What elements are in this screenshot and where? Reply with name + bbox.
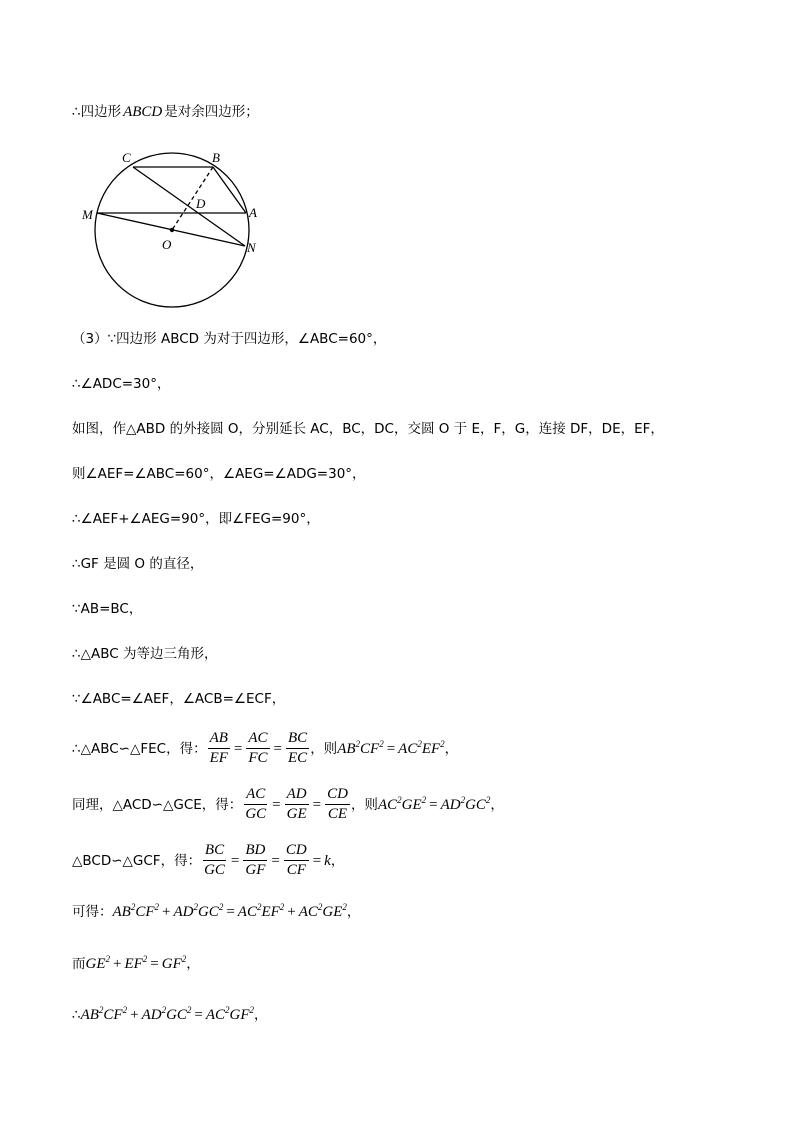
proof-line-9 <box>72 599 142 619</box>
label-d: D <box>196 196 206 211</box>
text-segment: 是对余四边形； <box>164 104 259 120</box>
fraction: $\frac{CD}{CF}$ <box>285 842 307 878</box>
text-segment: 同理，△ACD∽△GCE，得： <box>72 796 243 813</box>
proof-line-15: 可得： $AB^2CF^2 + AD^2GC^2 = AC^2EF^2 + AC^2GE^2$ ， <box>72 902 361 920</box>
proof-line-16: 而 $GE^2 + EF^2 = GF^2$ ， <box>72 954 200 972</box>
proof-line-6 <box>72 464 366 484</box>
proof-line-4 <box>72 374 171 394</box>
proof-line-8 <box>72 554 203 574</box>
text-segment: 可得： <box>72 904 113 920</box>
center-point-o <box>170 228 174 232</box>
segment-ba <box>213 167 246 213</box>
proof-line-10 <box>72 644 217 664</box>
fraction: $\frac{CD}{CE}$ <box>327 786 348 822</box>
label-n: N <box>247 240 256 255</box>
text-segment: ，则 <box>350 796 378 813</box>
text-segment: ，则 <box>310 740 338 757</box>
text-segment: ∴∠ADC=30°， <box>72 376 171 392</box>
proof-line-11 <box>72 689 285 709</box>
proof-line-13: 同理，△ACD∽△GCE，得： $\frac{AC}{GC}$ = $\frac{AD}{GE}$ = $\frac{CD}{CE}$ ，则 $AC^2GE^2 = AD^2GC^2$ ， <box>72 786 504 822</box>
text-segment: ∴∠AEF+∠AEG=90°，即∠FEG=90°， <box>72 511 320 527</box>
circle-diagram <box>80 145 270 310</box>
text-segment: ∴四边形 <box>72 104 122 120</box>
equation: $AB^2CF^2 + AD^2GC^2 = AC^2EF^2 + AC^2GE^2$ <box>112 902 347 920</box>
text-segment: ∵∠ABC=∠AEF，∠ACB=∠ECF， <box>72 691 286 707</box>
proof-line-12: ∴△ABC∽△FEC，得： $\frac{AB}{EF}$ = $\frac{AC}{FC}$ = $\frac{BC}{EC}$ ，则 $AB^2CF^2 = AC^2EF^2$ ， <box>72 730 459 766</box>
text-segment: 而 <box>72 956 86 972</box>
text-segment: 如图，作△ABD 的外接圆 O，分别延长 AC，BC，DC，交圆 O 于 E，F，G，连接 DF，DE，EF， <box>72 421 664 437</box>
proof-line-7 <box>72 509 320 529</box>
equation: $AB^2CF^2 + AD^2GC^2 = AC^2GF^2$ <box>80 1005 255 1023</box>
fraction: $\frac{BC}{GC}$ <box>204 842 225 878</box>
text-segment: ∴△ABC 为等边三角形， <box>72 646 218 662</box>
equation: $AB^2CF^2 = AC^2EF^2$ <box>337 738 445 757</box>
proof-line-17: ∴ $AB^2CF^2 + AD^2GC^2 = AC^2GF^2$ ， <box>72 1005 268 1023</box>
text-segment: ∵AB=BC， <box>72 601 143 617</box>
text-segment: ∴ <box>72 1007 81 1023</box>
equation: $GE^2 + EF^2 = GF^2$ <box>85 954 187 972</box>
proof-line-3 <box>72 329 386 349</box>
math-variable: ABCD <box>123 104 163 120</box>
proof-line-5 <box>72 419 664 439</box>
text-segment: （3）∵四边形 ABCD 为对于四边形，∠ABC=60°， <box>72 331 387 347</box>
label-c: C <box>122 150 131 165</box>
text-segment: ∴GF 是圆 O 的直径， <box>72 556 204 572</box>
fraction: $\frac{BD}{GF}$ <box>245 842 266 878</box>
label-b: B <box>212 150 220 165</box>
label-a: A <box>249 205 257 220</box>
label-o: O <box>162 237 172 252</box>
fraction: $\frac{AC}{FC}$ <box>248 730 268 766</box>
fraction: $\frac{AC}{GC}$ <box>245 786 267 822</box>
text-segment: 则∠AEF=∠ABC=60°，∠AEG=∠ADG=30°， <box>72 466 366 482</box>
label-m: M <box>82 207 93 222</box>
fraction: $\frac{BC}{EC}$ <box>288 730 308 766</box>
conclusion-line-1 <box>72 102 259 122</box>
fraction: $\frac{AD}{GE}$ <box>286 786 307 822</box>
text-segment: ∴△ABC∽△FEC，得： <box>72 740 207 757</box>
text-segment: △BCD∽△GCF，得： <box>72 852 202 869</box>
fraction: $\frac{AB}{EF}$ <box>209 730 228 766</box>
equation: $AC^2GE^2 = AD^2GC^2$ <box>377 794 491 813</box>
proof-line-14: △BCD∽△GCF，得： $\frac{BC}{GC}$ = $\frac{BD}{GF}$ = $\frac{CD}{CF}$ = k ， <box>72 842 345 878</box>
